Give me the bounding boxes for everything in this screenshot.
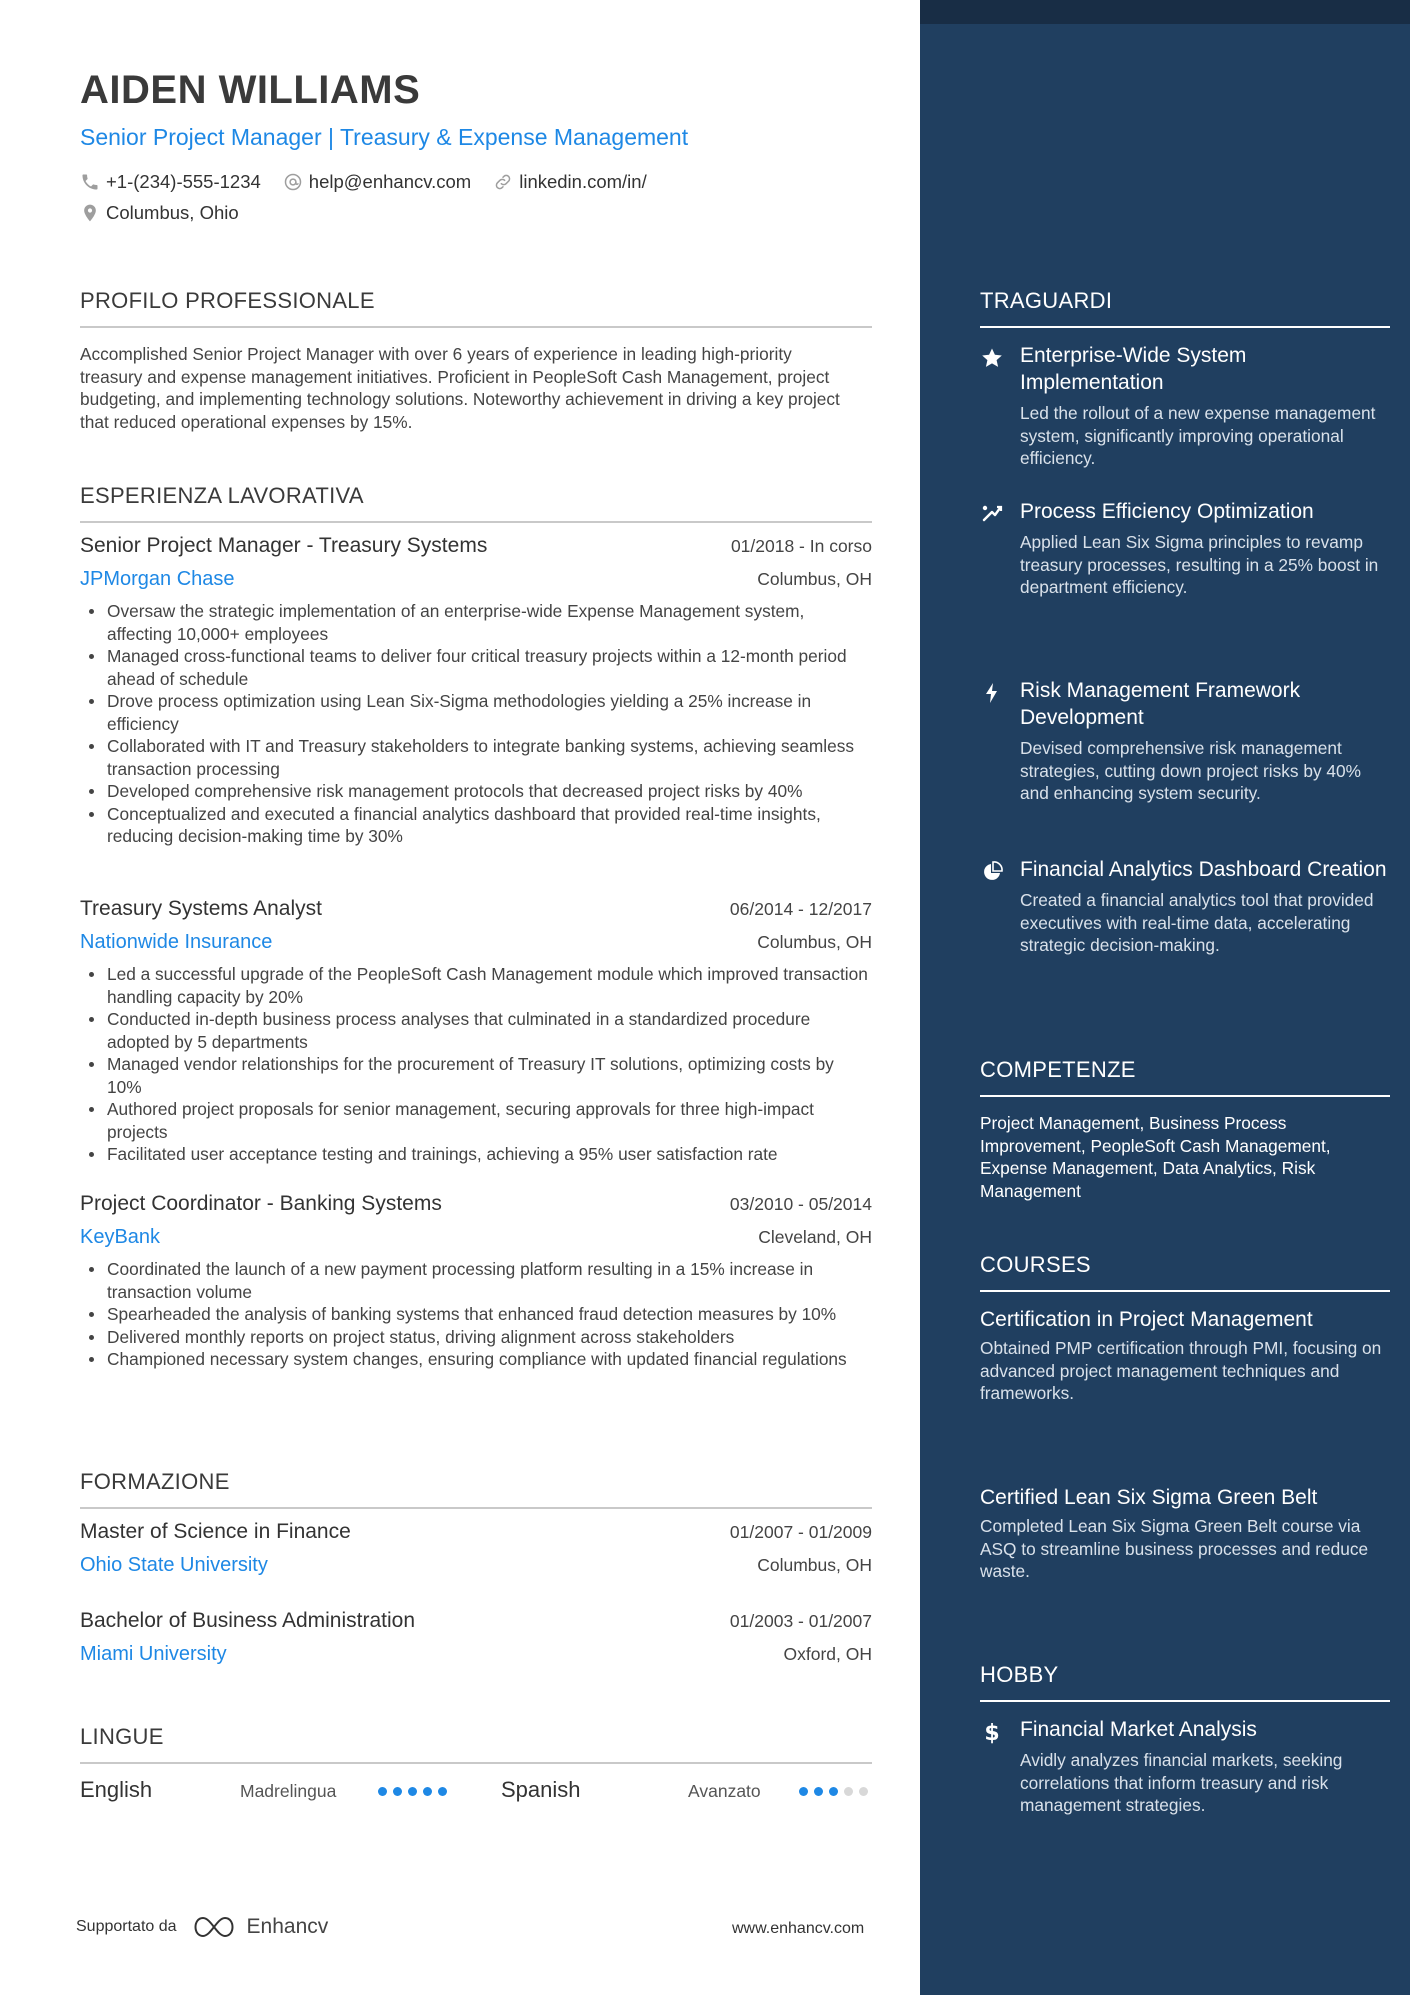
svg-text:$: $ bbox=[984, 1721, 1000, 1744]
job-date: 03/2010 - 05/2014 bbox=[729, 1194, 872, 1214]
course-item bbox=[980, 1306, 1392, 1405]
sidebar-top-band bbox=[920, 0, 1410, 24]
bullet-item: Delivered monthly reports on project status, driving alignment across stakeholders bbox=[80, 1326, 872, 1349]
linkedin-contact[interactable] bbox=[493, 171, 647, 193]
skills-text: Project Management, Business Process Improvement, PeopleSoft Cash Management, Expense Management, Data Analytics, Risk Management bbox=[980, 1113, 1331, 1201]
email-text: help@enhancv.com bbox=[308, 171, 472, 192]
achievement-desc: Created a financial analytics tool that provided executives with real-time data, accelerating strategic decision-making. bbox=[1020, 890, 1374, 955]
at-icon bbox=[283, 172, 303, 192]
job-company[interactable]: Nationwide Insurance bbox=[80, 931, 273, 953]
candidate-title: Senior Project Manager | Treasury & Expense Management bbox=[80, 124, 689, 150]
candidate-name: AIDEN WILLIAMS bbox=[80, 68, 421, 112]
bullet-item: Championed necessary system changes, ensuring compliance with updated financial regulations bbox=[80, 1348, 872, 1371]
bullet-item: Conceptualized and executed a financial analytics dashboard that provided real-time insights, reducing decision-making time by 30% bbox=[80, 803, 872, 848]
achievements-heading: TRAGUARDI bbox=[980, 288, 1390, 328]
school-name[interactable]: Miami University bbox=[80, 1643, 227, 1665]
job-bullets bbox=[80, 1258, 872, 1371]
education-heading: FORMAZIONE bbox=[80, 1469, 872, 1509]
language-name: Spanish bbox=[501, 1777, 581, 1802]
bullet-item: Managed vendor relationships for the procurement of Treasury IT solutions, optimizing costs by 10% bbox=[80, 1053, 872, 1098]
rating-dot-filled bbox=[814, 1787, 823, 1796]
star-icon bbox=[980, 346, 1004, 370]
language-level: Madrelingua bbox=[240, 1781, 337, 1801]
skills-heading: COMPETENZE bbox=[980, 1057, 1390, 1097]
job-location: Cleveland, OH bbox=[758, 1227, 872, 1247]
brand-name: Enhancv bbox=[246, 1915, 329, 1938]
rating-dot-empty bbox=[859, 1787, 868, 1796]
bullet-item: Facilitated user acceptance testing and trainings, achieving a 95% user satisfaction rate bbox=[80, 1143, 872, 1166]
job-bullets bbox=[80, 600, 872, 848]
job-location: Columbus, OH bbox=[757, 932, 872, 952]
languages-heading: LINGUE bbox=[80, 1724, 872, 1764]
achievement-desc: Led the rollout of a new expense management system, significantly improving operational efficiency. bbox=[1020, 403, 1376, 468]
rating-dot-filled bbox=[408, 1787, 417, 1796]
job-date: 01/2018 - In corso bbox=[730, 536, 872, 556]
job-title: Senior Project Manager - Treasury Systems bbox=[80, 534, 488, 557]
achievement-item bbox=[980, 677, 1392, 805]
bullet-item: Oversaw the strategic implementation of an enterprise-wide Expense Management system, affecting 10,000+ employees bbox=[80, 600, 872, 645]
location-pin-icon bbox=[80, 203, 100, 223]
hobby-item bbox=[980, 1716, 1392, 1817]
bullet-item: Spearheaded the analysis of banking systems that enhanced fraud detection measures by 10% bbox=[80, 1303, 872, 1326]
school-name[interactable]: Ohio State University bbox=[80, 1554, 268, 1576]
job-company[interactable]: KeyBank bbox=[80, 1226, 161, 1248]
course-item bbox=[980, 1484, 1392, 1583]
rating-dot-filled bbox=[378, 1787, 387, 1796]
location-text: Columbus, Ohio bbox=[106, 202, 239, 223]
dollar-icon bbox=[980, 1720, 1004, 1744]
job-location: Columbus, OH bbox=[757, 569, 872, 589]
job-title: Project Coordinator - Banking Systems bbox=[80, 1192, 442, 1215]
phone-contact[interactable] bbox=[80, 171, 261, 193]
achievement-title: Enterprise-Wide System Implementation bbox=[1020, 344, 1247, 394]
languages-row bbox=[80, 1777, 872, 1807]
process-icon bbox=[980, 502, 1004, 526]
rating-dot-filled bbox=[829, 1787, 838, 1796]
job-entry bbox=[80, 897, 872, 1166]
achievement-item bbox=[980, 342, 1392, 470]
degree-title: Master of Science in Finance bbox=[80, 1520, 351, 1543]
achievement-desc: Applied Lean Six Sigma principles to revamp treasury processes, resulting in a 25% boost in department efficiency. bbox=[1020, 532, 1379, 597]
lightning-icon bbox=[980, 681, 1004, 705]
bullet-item: Conducted in-depth business process analyses that culminated in a standardized procedure adopted by 5 departments bbox=[80, 1008, 872, 1053]
bullet-item: Developed comprehensive risk management protocols that decreased project risks by 40% bbox=[80, 780, 872, 803]
degree-title: Bachelor of Business Administration bbox=[80, 1609, 416, 1632]
bullet-item: Coordinated the launch of a new payment processing platform resulting in a 15% increase in transaction volume bbox=[80, 1258, 872, 1303]
achievement-title: Risk Management Framework Development bbox=[1020, 679, 1301, 729]
language-rating bbox=[799, 1787, 874, 1796]
supported-by-text: Supportato da bbox=[76, 1918, 177, 1935]
linkedin-text: linkedin.com/in/ bbox=[519, 171, 647, 192]
rating-dot-filled bbox=[799, 1787, 808, 1796]
achievement-title: Financial Analytics Dashboard Creation bbox=[1020, 858, 1387, 881]
job-bullets bbox=[80, 963, 872, 1166]
bullet-item: Authored project proposals for senior management, securing approvals for three high-impact projects bbox=[80, 1098, 872, 1143]
hobby-desc: Avidly analyzes financial markets, seeking correlations that inform treasury and risk management strategies. bbox=[1020, 1750, 1343, 1815]
email-contact[interactable] bbox=[283, 171, 471, 193]
footer-brand bbox=[76, 1914, 328, 1940]
language-name: English bbox=[80, 1777, 153, 1802]
job-date: 06/2014 - 12/2017 bbox=[729, 899, 872, 919]
bullet-item: Collaborated with IT and Treasury stakeholders to integrate banking systems, achieving seamless transaction processing bbox=[80, 735, 872, 780]
rating-dot-filled bbox=[438, 1787, 447, 1796]
education-date: 01/2007 - 01/2009 bbox=[729, 1522, 872, 1542]
experience-heading: ESPERIENZA LAVORATIVA bbox=[80, 483, 872, 523]
rating-dot-filled bbox=[423, 1787, 432, 1796]
phone-text: +1-(234)-555-1234 bbox=[106, 171, 261, 192]
achievement-title: Process Efficiency Optimization bbox=[1020, 500, 1314, 523]
school-location: Columbus, OH bbox=[757, 1555, 872, 1575]
rating-dot-filled bbox=[393, 1787, 402, 1796]
summary-text: Accomplished Senior Project Manager with over 6 years of experience in leading high-priority treasury and expense management initiatives. Proficient in PeopleSoft Cash Management, project budgeting, and implementing technology solutions. Noteworthy achievement in driving a key project that reduced operational expenses by 15%. bbox=[80, 344, 840, 432]
education-entry bbox=[80, 1609, 872, 1673]
school-location: Oxford, OH bbox=[783, 1644, 872, 1664]
bullet-item: Managed cross-functional teams to deliver four critical treasury projects within a 12-month period ahead of schedule bbox=[80, 645, 872, 690]
language-level: Avanzato bbox=[688, 1781, 761, 1801]
link-icon bbox=[493, 172, 513, 192]
achievement-item bbox=[980, 856, 1392, 957]
education-date: 01/2003 - 01/2007 bbox=[729, 1611, 872, 1631]
hobby-heading: HOBBY bbox=[980, 1662, 1390, 1702]
rating-dot-empty bbox=[844, 1787, 853, 1796]
phone-icon bbox=[80, 172, 100, 192]
bullet-item: Drove process optimization using Lean Six-Sigma methodologies yielding a 25% increase in efficiency bbox=[80, 690, 872, 735]
hobby-title: Financial Market Analysis bbox=[1020, 1718, 1257, 1741]
course-title: Certification in Project Management bbox=[980, 1308, 1313, 1331]
course-title: Certified Lean Six Sigma Green Belt bbox=[980, 1486, 1318, 1509]
course-desc: Obtained PMP certification through PMI, focusing on advanced project management techniques and frameworks. bbox=[980, 1338, 1382, 1403]
job-company[interactable]: JPMorgan Chase bbox=[80, 568, 235, 590]
sidebar bbox=[920, 0, 1410, 1995]
achievement-item bbox=[980, 498, 1392, 599]
job-title: Treasury Systems Analyst bbox=[80, 897, 322, 920]
summary-heading: PROFILO PROFESSIONALE bbox=[80, 288, 872, 328]
language-rating bbox=[378, 1787, 453, 1796]
contact-info bbox=[80, 170, 669, 232]
courses-heading: COURSES bbox=[980, 1252, 1390, 1292]
chart-icon bbox=[980, 860, 1004, 884]
location-contact bbox=[80, 202, 239, 224]
job-entry bbox=[80, 534, 872, 848]
bullet-item: Led a successful upgrade of the PeopleSoft Cash Management module which improved transaction handling capacity by 20% bbox=[80, 963, 872, 1008]
course-desc: Completed Lean Six Sigma Green Belt course via ASQ to streamline business processes and reduce waste. bbox=[980, 1516, 1369, 1581]
achievement-desc: Devised comprehensive risk management strategies, cutting down project risks by 40% and enhancing system security. bbox=[1020, 738, 1361, 803]
job-entry bbox=[80, 1192, 872, 1371]
footer-website[interactable]: www.enhancv.com bbox=[732, 1920, 865, 1937]
education-entry bbox=[80, 1520, 872, 1584]
enhancv-logo-icon bbox=[189, 1914, 239, 1940]
